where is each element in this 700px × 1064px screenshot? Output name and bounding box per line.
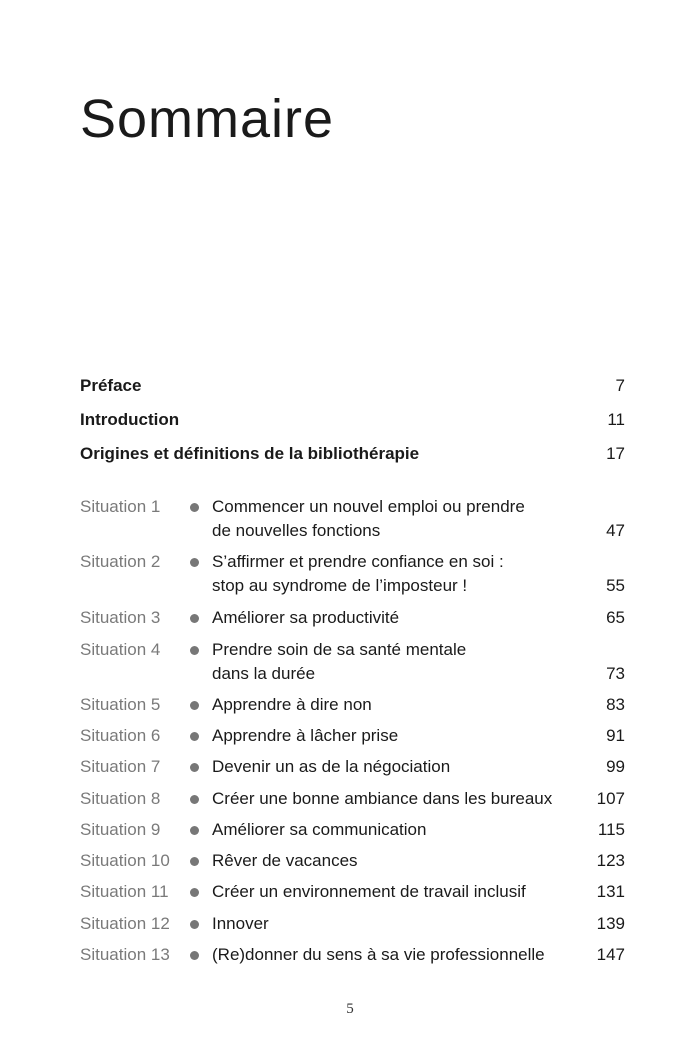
bullet-icon [190, 503, 199, 512]
situation-label: Situation 7 [80, 757, 161, 776]
situation-label: Situation 12 [80, 914, 170, 933]
situation-label: Situation 3 [80, 608, 161, 627]
situation-title: (Re)donner du sens à sa vie professionnelle [212, 945, 545, 964]
page-title: Sommaire [80, 89, 335, 149]
situation-title: Devenir un as de la négociation [212, 757, 451, 776]
bullet-icon [190, 701, 199, 710]
toc-entry-page: 123 [596, 851, 625, 870]
bullet-icon [190, 951, 199, 960]
situation-label: Situation 2 [80, 552, 161, 571]
bullet-icon [190, 888, 199, 897]
situation-label: Situation 9 [80, 820, 161, 839]
bullet-icon [190, 763, 199, 772]
toc-entry-page: 131 [596, 882, 625, 901]
toc-entry-page: 65 [606, 608, 625, 627]
toc-entry-label: Introduction [80, 410, 180, 429]
situation-title-line2: de nouvelles fonctions [212, 521, 381, 540]
toc-entry-page: 139 [596, 914, 625, 933]
situation-label: Situation 4 [80, 640, 161, 659]
bullet-icon [190, 732, 199, 741]
toc-entry-page: 83 [606, 695, 625, 714]
bullet-icon [190, 826, 199, 835]
situation-title-line2: dans la durée [212, 664, 316, 683]
toc-entry-page: 55 [606, 576, 625, 595]
toc-entry-label: Préface [80, 376, 142, 395]
bullet-icon [190, 920, 199, 929]
situation-title: Créer un environnement de travail inclusif [212, 882, 526, 901]
situation-title-line1: Commencer un nouvel emploi ou prendre [212, 497, 525, 516]
bullet-icon [190, 857, 199, 866]
bullet-icon [190, 614, 199, 623]
situation-title: Apprendre à lâcher prise [212, 726, 399, 745]
toc-entry-label: Origines et définitions de la bibliothérapie [80, 444, 420, 463]
toc-entry-page: 107 [596, 789, 625, 808]
toc-entry-page: 11 [607, 410, 625, 429]
toc-entry-page: 73 [606, 664, 625, 683]
situation-title-line1: Prendre soin de sa santé mentale [212, 640, 467, 659]
toc-entry-page: 91 [606, 726, 625, 745]
situation-title-line1: S’affirmer et prendre confiance en soi : [212, 552, 504, 571]
toc-entry-page: 47 [606, 521, 625, 540]
situation-label: Situation 11 [80, 882, 169, 901]
situation-label: Situation 1 [80, 497, 161, 516]
bullet-icon [190, 795, 199, 804]
situation-label: Situation 6 [80, 726, 161, 745]
toc-entry-page: 147 [596, 945, 625, 964]
situation-label: Situation 13 [80, 945, 170, 964]
situation-title: Améliorer sa productivité [212, 608, 400, 627]
situation-title: Rêver de vacances [212, 851, 358, 870]
page-number: 5 [346, 1001, 354, 1017]
situation-title: Améliorer sa communication [212, 820, 427, 839]
situation-label: Situation 8 [80, 789, 161, 808]
situation-title: Créer une bonne ambiance dans les bureaux [212, 789, 553, 808]
situation-title: Innover [212, 914, 269, 933]
bullet-icon [190, 558, 199, 567]
situation-title: Apprendre à dire non [212, 695, 372, 714]
toc-entry-page: 17 [606, 444, 625, 463]
bullet-icon [190, 646, 199, 655]
situation-title-line2: stop au syndrome de l’imposteur ! [212, 576, 468, 595]
toc-entry-page: 7 [615, 376, 625, 395]
toc-entry-page: 99 [606, 757, 625, 776]
situation-label: Situation 10 [80, 851, 170, 870]
toc-entry-page: 115 [597, 820, 625, 839]
situation-label: Situation 5 [80, 695, 161, 714]
